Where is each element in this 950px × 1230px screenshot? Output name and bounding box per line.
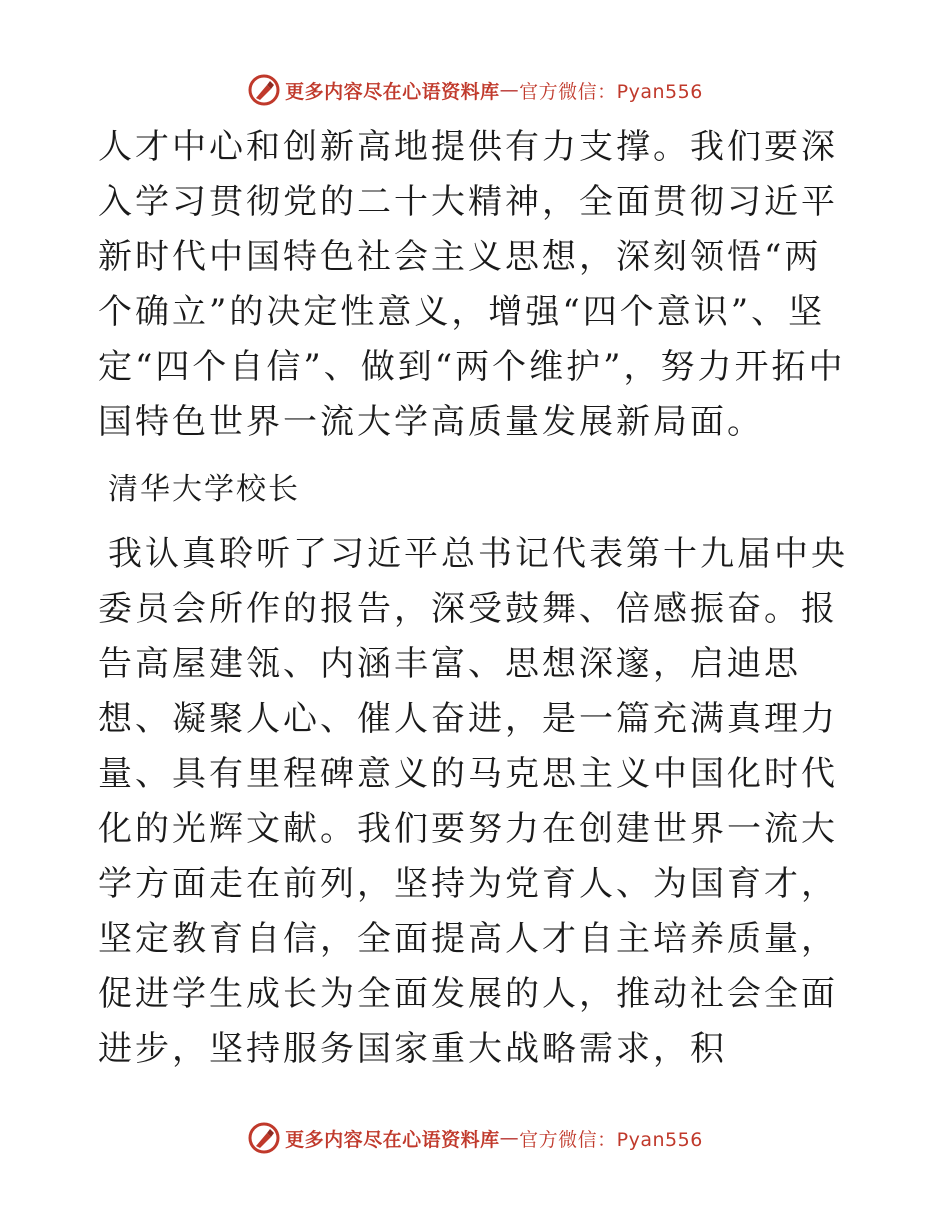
- pen-nib-logo-icon: [247, 73, 281, 107]
- document-body: [98, 120, 858, 1077]
- body-paragraph-2: 我认真聆听了习近平总书记代表第十九届中央委员会所作的报告，深受鼓舞、倍感振奋。报告高屋建瓴、内涵丰富、思想深邃，启迪思想、凝聚人心、催人奋进，是一篇充满真理力量、具有里程碑意义的马克思主义中国化时代化的光辉文献。我们要努力在创建世界一流大学方面走在前列，坚持为党育人、为国育才，坚定教育自信，全面提高人才自主培养质量，促进学生成长为全面发展的人，推动社会全面进步，坚持服务国家重大战略需求，积: [98, 534, 848, 1069]
- pen-nib-logo-icon: [247, 1121, 281, 1155]
- footer-watermark: [0, 1118, 950, 1158]
- watermark-brand: 更多内容尽在心语资料库: [285, 80, 500, 103]
- watermark-separator: —: [499, 79, 520, 101]
- body-paragraph-1: 人才中心和创新高地提供有力支撑。我们要深入学习贯彻党的二十大精神，全面贯彻习近平新时代中国特色社会主义思想，深刻领悟“两个确立”的决定性意义，增强“四个意识”、坚定“四个自信”、做到“两个维护”，努力开拓中国特色世界一流大学高质量发展新局面。: [98, 127, 846, 442]
- watermark-separator: —: [499, 1127, 520, 1149]
- watermark-wechat: 官方微信：Pyan556: [519, 80, 703, 103]
- watermark-wechat: 官方微信：Pyan556: [519, 1128, 703, 1151]
- header-watermark: [0, 70, 950, 110]
- watermark-brand: 更多内容尽在心语资料库: [285, 1128, 500, 1151]
- section-heading: 清华大学校长: [108, 472, 300, 507]
